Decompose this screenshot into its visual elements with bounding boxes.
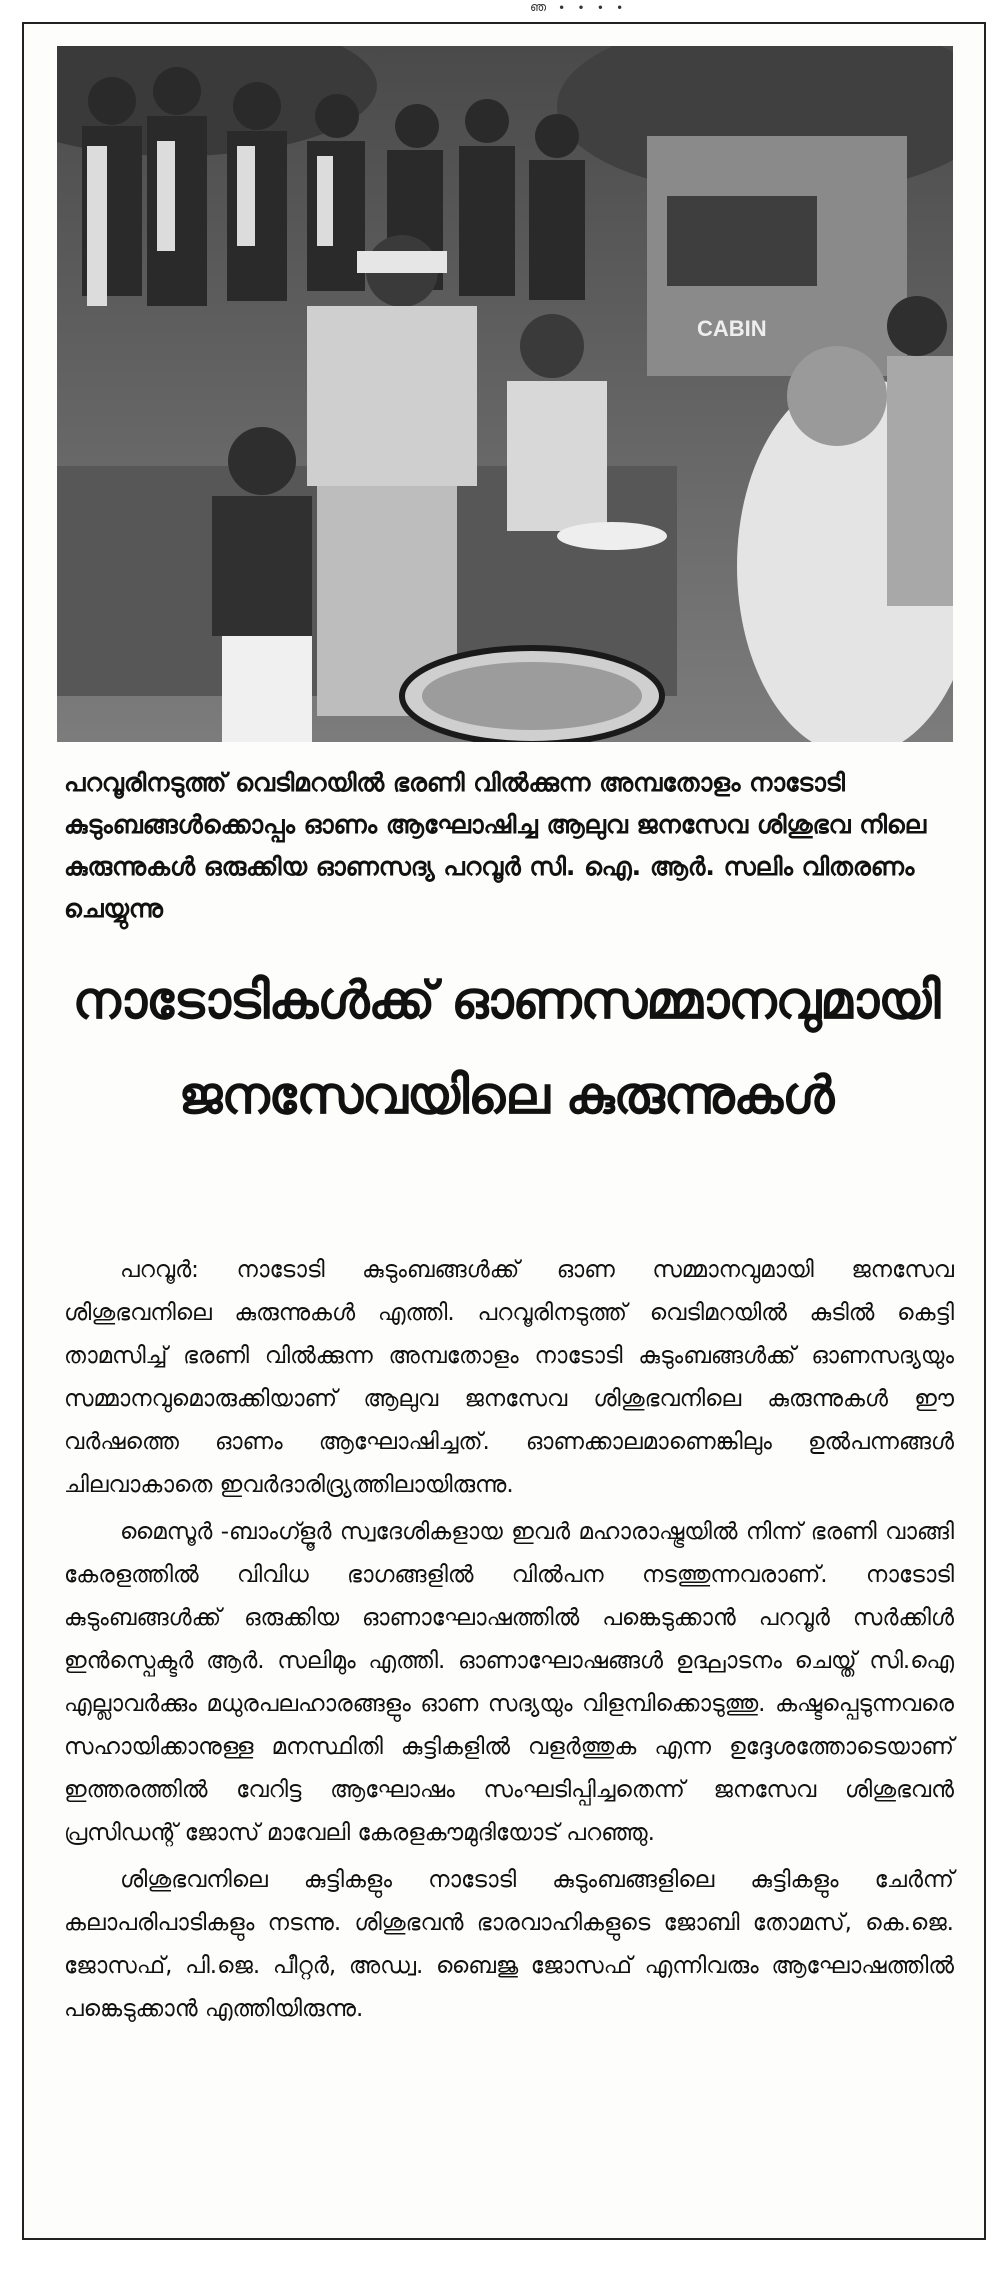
headline — [44, 954, 968, 1144]
truck-label: CABIN — [697, 316, 767, 341]
photo-caption: പറവൂരിനടുത്ത് വെടിമറയിൽ ഭരണി വിൽക്കുന്ന അമ്പതോളം നാടോടി കുടുംബങ്ങൾക്കൊപ്പം ഓണം ആഘോഷിച്ച ആലുവ ജനസേവ ശിശുഭവ നിലെ കുരുന്നുകൾ ഒരുക്കിയ ഓണസദ്യ പറവൂർ സി. ഐ. ആർ. സലിം വിതരണം ചെയ്യുന്നു — [64, 768, 927, 923]
article-paragraph-3: ശിശുഭവനിലെ കുട്ടികളും നാടോടി കുടുംബങ്ങളിലെ കുട്ടികളും ചേർന്ന് കലാപരിപാടികളും നടന്നു. ശിശുഭവൻ ഭാരവാഹികളുടെ ജോബി തോമസ്, കെ.ജെ. ജോസഫ്, പി.ജെ. പീറ്റർ, അഡ്വ. ബൈജു ജോസഫ് എന്നിവരും ആഘോഷത്തിൽ പങ്കെടുക്കാൻ എത്തിയിരുന്നു. — [64, 1867, 954, 2022]
article-body — [64, 1249, 954, 2035]
article-paragraph-1: പറവൂർ: നാടോടി കുടുംബങ്ങൾക്ക് ഓണ സമ്മാനവുമായി ജനസേവ ശിശുഭവനിലെ കുരുന്നുകൾ എത്തി. പറവൂരിനടുത്ത് വെടിമറയിൽ കുടിൽ കെട്ടി താമസിച്ച് ഭരണി വിൽക്കുന്ന അമ്പതോളം നാടോടി കുടുംബങ്ങൾക്ക് ഓണസദ്യയും സമ്മാനവുമൊരുക്കിയാണ് ആലുവ ജനസേവ ശിശുഭവനിലെ കുരുന്നുകൾ ഈ വർഷത്തെ ഓണം ആഘോഷിച്ചത്. ഓണക്കാലമാണെങ്കിലും ഉൽപന്നങ്ങൾ ചിലവാകാതെ ഇവർദാരിദ്ര്യത്തിലായിരുന്നു. — [64, 1257, 954, 1498]
headline-line-2: ജനസേവയിലെ കുരുന്നുകൾ — [178, 1066, 834, 1126]
newspaper-clipping — [22, 22, 986, 2240]
headline-line-1: നാടോടികൾക്ക് ഓണസമ്മാനവുമായി — [72, 971, 940, 1031]
news-photo — [57, 46, 953, 742]
article-paragraph-2: മൈസൂർ -ബാംഗ്ളൂർ സ്വദേശികളായ ഇവർ മഹാരാഷ്ട്രയിൽ നിന്ന് ഭരണി വാങ്ങി കേരളത്തിൽ വിവിധ ഭാഗങ്ങളിൽ വിൽപന നടത്തുന്നവരാണ്. നാടോടി കുടുംബങ്ങൾക്ക് ഒരുക്കിയ ഓണാഘോഷത്തിൽ പങ്കെടുക്കാൻ പറവൂർ സർക്കിൾ ഇൻസ്പെക്ടർ ആർ. സലിമും എത്തി. ഓണാഘോഷങ്ങൾ ഉദ്ഘാടനം ചെയ്ത് സി.ഐ എല്ലാവർക്കും മധുരപലഹാരങ്ങളും ഓണ സദ്യയും വിളമ്പിക്കൊടുത്തു. കഷ്ടപ്പെടുന്നവരെ സഹായിക്കാനുള്ള മനസ്ഥിതി കുട്ടികളിൽ വളർത്തുക എന്ന ഉദ്ദേശത്തോടെയാണ് ഇത്തരത്തിൽ വേറിട്ട ആഘോഷം സംഘടിപ്പിച്ചതെന്ന് ജനസേവ ശിശുഭവൻ പ്രസിഡന്റ് ജോസ് മാവേലി കേരളകൗമുദിയോട് പറഞ്ഞു. — [64, 1519, 954, 1846]
page-top-mark: ഞ ∙ ∙ ∙ ∙ — [530, 0, 628, 14]
